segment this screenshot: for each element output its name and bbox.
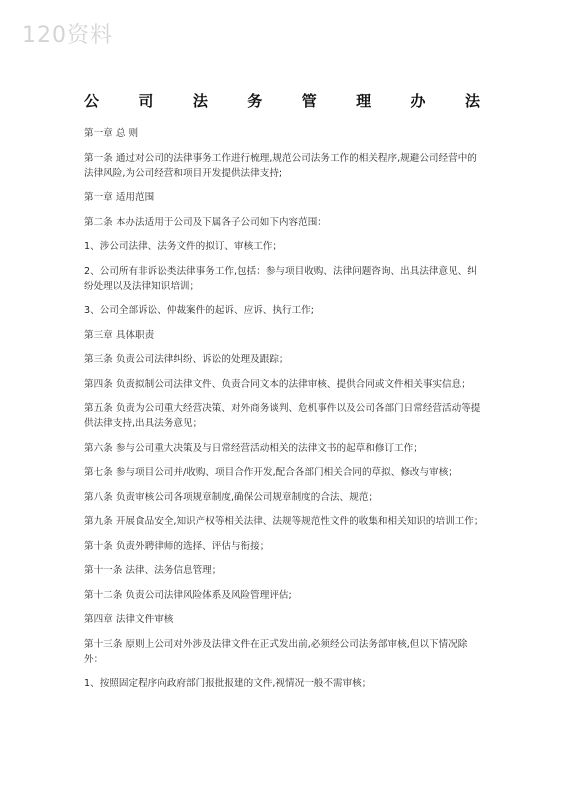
title-character: 法: [464, 92, 480, 110]
watermark: 120资料: [22, 23, 113, 48]
title-character: 务: [247, 92, 263, 110]
chapter-heading: 第四章 法律文件审核: [84, 614, 174, 625]
document-title: [84, 90, 480, 111]
list-item: 2、公司所有非诉讼类法律事务工作,包括：参与项目收购、法律问题咨询、出具法律意见、纠纷处理以及法律知识培训；: [84, 265, 477, 292]
title-character: 办: [410, 92, 426, 110]
chapter-heading: 第三章 具体职责: [84, 329, 155, 341]
article-paragraph: 第十条 负责外聘律师的选择、评估与衔接；: [84, 540, 270, 552]
article-paragraph: 第十二条 负责公司法律风险体系及风险管理评估;: [84, 589, 292, 601]
title-character: 司: [138, 92, 154, 110]
chapter-heading: 第一章 总 则: [84, 128, 139, 139]
title-character: 管: [301, 92, 317, 110]
article-paragraph: 第十一条 法律、法务信息管理；: [84, 565, 222, 576]
list-item: 1、涉公司法律、法务文件的拟订、审核工作；: [84, 241, 282, 252]
article-paragraph: 第九条 开展食品安全,知识产权等相关法律、法规等规范性文件的收集和相关知识的培训工作；: [84, 516, 484, 527]
article-paragraph: 第七条 参与项目公司并/收购、项目合作开发,配合各部门相关合同的草拟、修改与审核；: [84, 467, 458, 478]
article-paragraph: 第二条 本办法适用于公司及下属各子公司如下内容范围：: [84, 216, 327, 228]
title-character: 理: [356, 92, 372, 110]
article-paragraph: 第五条 负责为公司重大经营决策、对外商务谈判、危机事件以及公司各部门日常经营活动等提供法律支持,出具法务意见；: [84, 403, 481, 429]
list-item: 3、公司全部诉讼、仲裁案件的起诉、应诉、执行工作;: [84, 305, 314, 316]
document-body: [84, 126, 484, 701]
chapter-heading: 第一章 适用范围: [84, 192, 155, 203]
title-character: 法: [192, 92, 208, 110]
article-paragraph: 第一条 通过对公司的法律事务工作进行梳理,规范公司法务工作的相关程序,规避公司经营中的法律风险,为公司经营和项目开发提供法律支持;: [84, 152, 477, 179]
article-paragraph: 第六条 参与公司重大决策及与日常经营活动相关的法律文书的起草和修订工作；: [84, 442, 423, 454]
article-paragraph: 第三条 负责公司法律纠纷、诉讼的处理及跟踪；: [84, 354, 289, 365]
article-paragraph: 第十三条 原则上公司对外涉及法律文件在正式发出前,必须经公司法务部审核,但以下情况除外：: [84, 638, 468, 665]
article-paragraph: 第八条 负责审核公司各项规章制度,确保公司规章制度的合法、规范；: [84, 491, 378, 503]
article-paragraph: 第四条 负责拟制公司法律文件、负责合同文本的法律审核、提供合同或文件相关事实信息；: [84, 378, 471, 390]
list-item: 1、按照固定程序向政府部门报批报建的文件,视情况一般不需审核；: [84, 678, 372, 689]
title-character: 公: [84, 92, 100, 110]
